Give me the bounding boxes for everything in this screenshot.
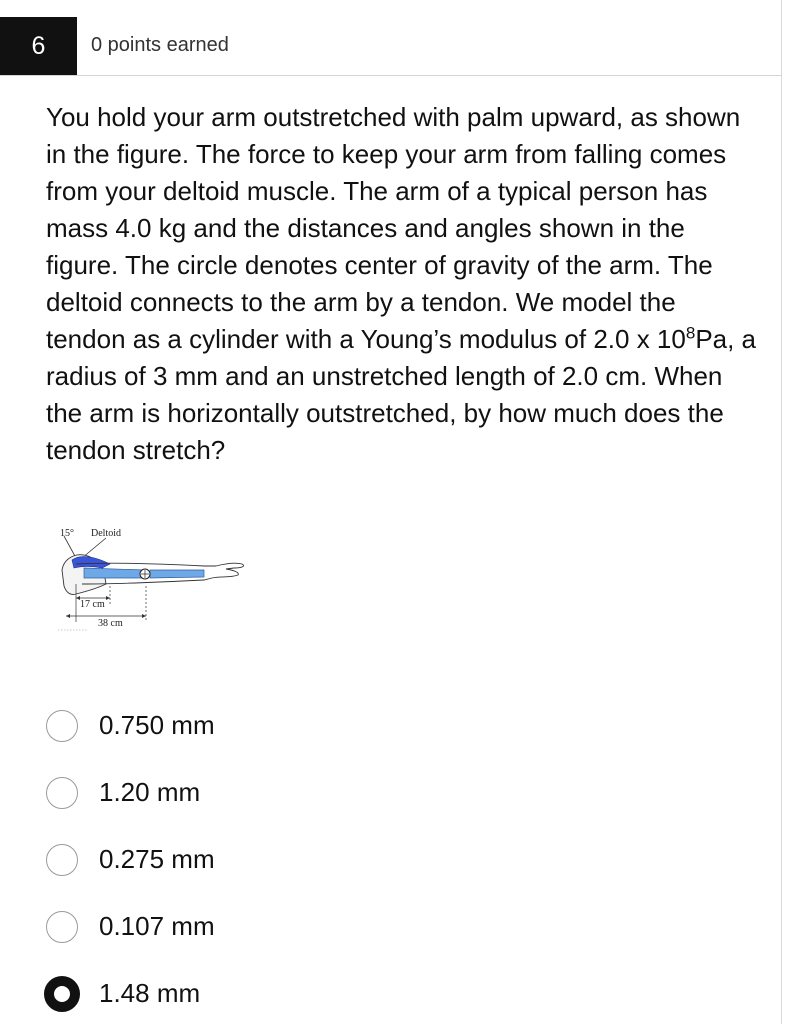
radio-button-1[interactable] [46, 710, 78, 742]
answer-options [46, 692, 215, 1027]
answer-option-3[interactable] [46, 826, 215, 893]
angle-line [64, 536, 76, 558]
answer-label-5: 1.48 mm [99, 978, 201, 1008]
radio-button-3[interactable] [46, 844, 78, 876]
forearm-bone [150, 570, 204, 578]
question-number: 6 [31, 31, 46, 60]
radio-button-5-selected[interactable] [44, 976, 80, 1012]
distance-short-label: 17 cm [80, 599, 105, 610]
exponent: 8 [685, 323, 696, 343]
deltoid-muscle [72, 557, 110, 568]
arm-diagram [54, 522, 254, 634]
answer-label-4: 0.107 mm [99, 911, 215, 941]
radio-button-4[interactable] [46, 911, 78, 943]
answer-option-5[interactable] [46, 960, 215, 1027]
angle-label: 15° [60, 528, 74, 539]
radio-button-2[interactable] [46, 777, 78, 809]
question-text [46, 99, 758, 469]
points-earned: 0 points earned [91, 34, 229, 56]
arm-figure [54, 522, 254, 634]
answer-option-1[interactable] [46, 692, 215, 759]
header-divider [0, 75, 782, 76]
question-text-part-1: You hold your arm outstretched with palm upward, as shown in the figure. The force to keep your arm from falling comes from your deltoid muscle. The arm of a typical person has mass 4.0 kg and the distances and angles shown in the figure. The circle denotes center of gravity of the arm. The deltoid connects to the arm by a tendon. We model the tendon as a cylinder with a Young’s modulus of 2.0 x 10 [46, 102, 741, 354]
question-text-part-2: Pa, a radius of 3 mm and an unstretched length of 2.0 cm. When the arm is horizontally outstretched, by how much does the tendon stretch? [46, 324, 757, 465]
deltoid-label: Deltoid [91, 528, 121, 539]
question-number-badge [0, 17, 77, 75]
answer-option-4[interactable] [46, 893, 215, 960]
humerus-bone [84, 568, 148, 578]
answer-label-2: 1.20 mm [99, 777, 201, 807]
answer-option-2[interactable] [46, 759, 215, 826]
distance-long-label: 38 cm [98, 618, 123, 629]
answer-label-3: 0.275 mm [99, 844, 215, 874]
answer-label-1: 0.750 mm [99, 710, 215, 740]
